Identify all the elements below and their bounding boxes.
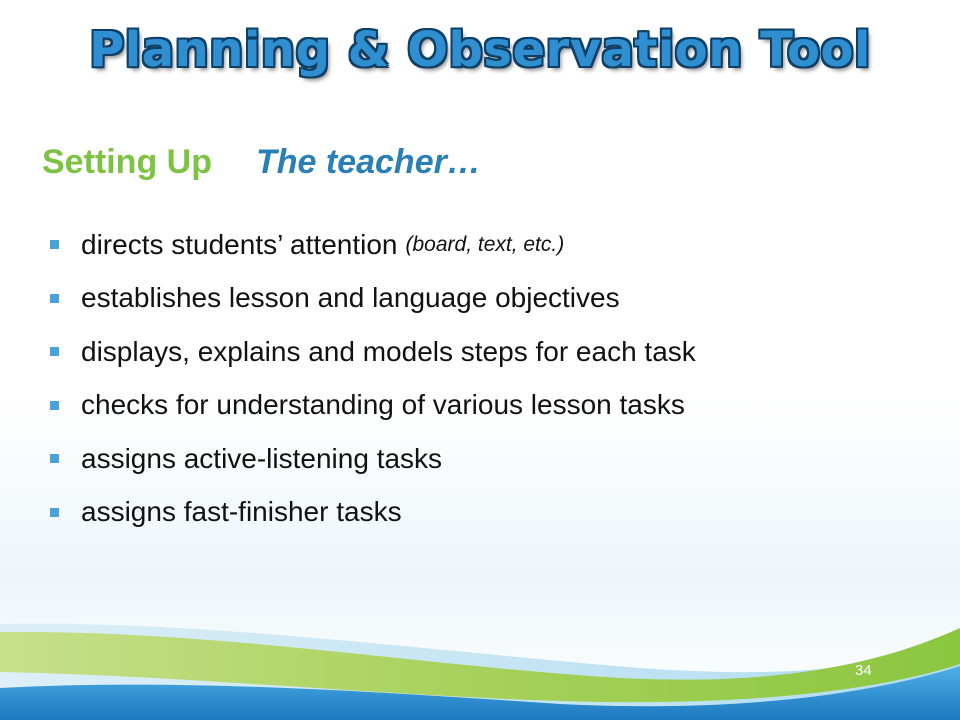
bullet-text: assigns fast-finisher tasks — [81, 496, 402, 528]
square-bullet-icon — [50, 294, 59, 303]
bullet-text: checks for understanding of various lesson tasks — [81, 389, 685, 421]
square-bullet-icon — [50, 508, 59, 517]
section-label: Setting Up — [42, 143, 212, 181]
bullet-item — [48, 486, 696, 540]
bullet-text: assigns active-listening tasks — [81, 442, 443, 474]
bullet-item — [48, 272, 696, 326]
slide-title: Planning & Observation Tool — [89, 22, 871, 78]
subject-label: The teacher… — [255, 143, 481, 181]
bullet-text: establishes lesson and language objectives — [81, 282, 620, 314]
bullet-text: directs students’ attention — [81, 228, 398, 260]
bullet-list — [48, 218, 696, 539]
bullet-item — [48, 432, 696, 486]
bullet-item — [48, 218, 696, 272]
bullet-item — [48, 325, 696, 379]
square-bullet-icon — [50, 401, 59, 410]
bullet-item — [48, 379, 696, 433]
subheading — [42, 143, 481, 182]
square-bullet-icon — [50, 347, 59, 356]
bullet-note: (board, text, etc.) — [405, 232, 565, 256]
bullet-text: displays, explains and models steps for each task — [81, 335, 696, 367]
square-bullet-icon — [50, 454, 59, 463]
square-bullet-icon — [50, 240, 59, 249]
page-number: 34 — [855, 662, 872, 679]
footer-wave-decoration — [0, 580, 960, 720]
